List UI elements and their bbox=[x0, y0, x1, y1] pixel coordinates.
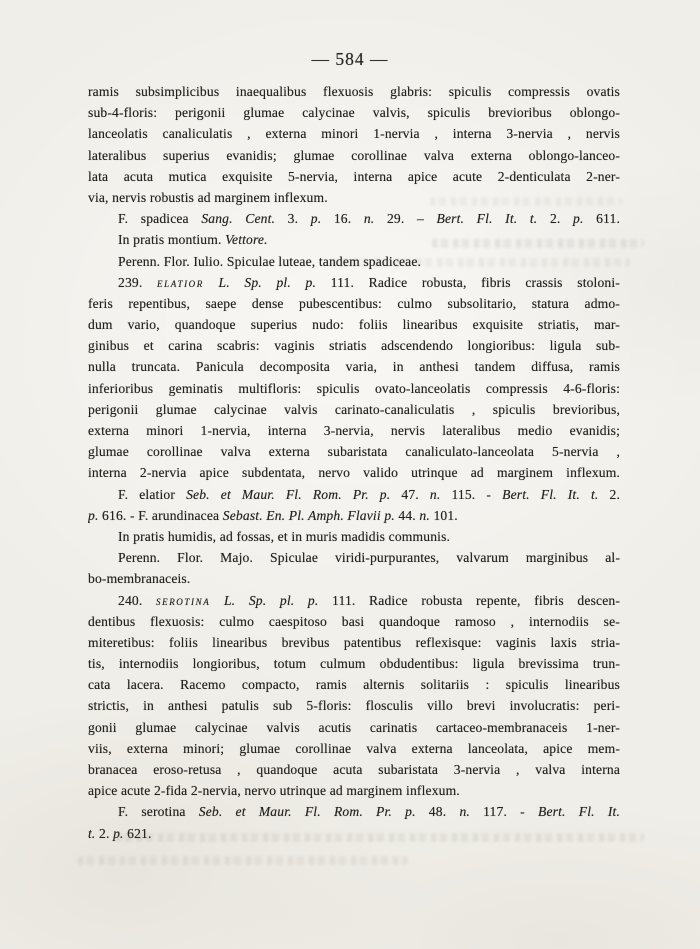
text-line bbox=[88, 102, 620, 123]
text-segment bbox=[210, 593, 224, 608]
text-segment: p. bbox=[573, 211, 584, 227]
text-line bbox=[88, 356, 620, 377]
text-line bbox=[88, 420, 620, 441]
page-number: — 584 — bbox=[311, 49, 389, 69]
text-segment: cata lacera. Racemo compacto, ramis alternis solitariis : spiculis linearibus bbox=[88, 677, 620, 693]
text-segment: n. bbox=[363, 211, 375, 227]
text-line bbox=[88, 674, 620, 695]
text-segment: Sebast. En. Pl. Amph. Flavii p. bbox=[222, 507, 395, 523]
text-segment: lateralibus superius evanidis; glumae corollinae valva externa oblongo-lanceo- bbox=[88, 147, 620, 163]
text-line bbox=[88, 314, 620, 335]
text-segment: 616. - F. arundinacea bbox=[98, 507, 223, 523]
text-line bbox=[88, 547, 620, 568]
text-segment: 2. bbox=[537, 211, 574, 227]
text-segment: elatior bbox=[157, 274, 204, 290]
text-segment: 621. bbox=[123, 825, 152, 841]
text-segment: n. bbox=[419, 507, 430, 523]
text-segment: Bert. Fl. It. bbox=[538, 804, 620, 820]
text-segment: In pratis montium. bbox=[118, 232, 226, 248]
text-segment: dum vario, quandoque superius nudo: foliis linearibus exquisite striatis, mar- bbox=[88, 317, 620, 333]
text-line bbox=[88, 568, 620, 589]
text-segment: 239. bbox=[118, 274, 158, 290]
text-line bbox=[88, 123, 620, 144]
text-line bbox=[88, 441, 620, 462]
text-segment: Bert. Fl. It. t. bbox=[436, 211, 538, 227]
text-segment: glumae corollinae valva externa subaristata canaliculato-lanceolata 5-nervia , bbox=[88, 444, 620, 460]
show-through-text bbox=[430, 197, 622, 206]
text-segment: feris repentibus, saepe dense pubescentibus: culmo subsolitario, statura admo- bbox=[88, 295, 620, 311]
text-segment: inferioribus geminatis multifloris: spiculis ovato-lanceolatis compressis 4-6-floris: bbox=[88, 380, 620, 396]
text-segment: 2. bbox=[598, 486, 620, 502]
text-segment: t. bbox=[88, 825, 96, 841]
text-segment: F. serotina bbox=[118, 804, 199, 820]
text-segment: L. Sp. pl. p. bbox=[223, 592, 319, 608]
text-segment: p. bbox=[310, 211, 322, 227]
show-through-text bbox=[332, 258, 630, 267]
text-line bbox=[88, 462, 620, 483]
text-segment: sub-4-floris: perigonii glumae calycinae valvis, spiculis brevioribus oblongo- bbox=[88, 105, 620, 121]
text-segment: Seb. et Maur. Fl. Rom. Pr. p. bbox=[198, 804, 416, 820]
text-line bbox=[88, 81, 620, 102]
text-segment: miteretibus: foliis linearibus brevibus patentibus reflexisque: vaginis laxis stria- bbox=[88, 634, 620, 650]
text-line bbox=[88, 378, 620, 399]
text-segment: F. spadicea bbox=[118, 211, 202, 227]
text-segment: perigonii glumae calycinae valvis carinato-canaliculatis , spiculis brevioribus, bbox=[88, 401, 620, 417]
text-line bbox=[88, 399, 620, 420]
text-segment: branacea eroso-retusa , quandoque acuta subaristata 3-nervia , valva interna bbox=[88, 762, 620, 777]
text-segment: 115. - bbox=[440, 486, 503, 502]
show-through-text bbox=[116, 833, 644, 842]
text-segment: 44. bbox=[394, 507, 420, 523]
text-segment: apice acute 2-fida 2-nervia, nervo utrinque ad marginem inflexum. bbox=[88, 783, 460, 799]
text-line bbox=[88, 484, 620, 505]
text-segment: Perenn. Flor. Majo. Spiculae viridi-purpurantes, valvarum marginibus al- bbox=[118, 550, 620, 566]
text-segment: lata acuta mutica exquisite 5-nervia, interna apice acute 2-denticulata 2-ner- bbox=[88, 168, 620, 184]
text-segment: viis, externa minori; glumae corollinae valva externa lanceolata, apice mem- bbox=[88, 740, 620, 756]
text-segment: Perenn. Flor. Iulio. Spiculae luteae, tandem spadiceae. bbox=[118, 253, 422, 269]
show-through-text bbox=[78, 856, 408, 865]
text-line bbox=[88, 695, 620, 716]
text-segment: 117. - bbox=[469, 804, 539, 820]
text-line bbox=[88, 505, 620, 526]
text-segment: n. bbox=[429, 486, 441, 502]
text-segment: 3. bbox=[275, 211, 311, 227]
text-segment: bo-membranaceis. bbox=[88, 571, 191, 587]
text-line bbox=[88, 759, 620, 780]
text-segment: 16. bbox=[321, 211, 364, 227]
text-segment: ginibus et carina scabris: vaginis striatis adscendendo longioribus: ligula sub- bbox=[88, 338, 620, 354]
text-segment: ramis subsimplicibus inaequalibus flexuosis glabris: spiculis compressis ovatis bbox=[88, 84, 620, 99]
text-segment: 611. bbox=[583, 211, 620, 227]
text-segment: lanceolatis canaliculatis , externa minori 1-nervia , interna 3-nervia , nervis bbox=[88, 126, 620, 142]
text-segment: In pratis humidis, ad fossas, et in muris madidis communis. bbox=[118, 528, 451, 544]
text-segment: gonii glumae calycinae valvis acutis carinatis cartaceo-membranaceis 1-ner- bbox=[88, 719, 620, 735]
text-segment: Vettore. bbox=[225, 232, 268, 248]
text-line bbox=[88, 717, 620, 738]
text-segment: L. Sp. pl. p. bbox=[218, 274, 316, 290]
text-line bbox=[88, 208, 620, 229]
text-line bbox=[88, 526, 620, 547]
text-segment: 29. – bbox=[374, 211, 437, 227]
text-line bbox=[88, 272, 620, 293]
text-segment: interna 2-nervia apice subdentata, nervo valido utrinque ad marginem inflexum. bbox=[88, 465, 620, 481]
text-segment: n. bbox=[459, 804, 470, 820]
page-text bbox=[88, 81, 620, 844]
text-line bbox=[88, 780, 620, 801]
text-segment: 111. Radice robusta repente, fibris descen- bbox=[318, 592, 620, 608]
text-segment: nulla truncata. Panicula decomposita varia, in anthesi tandem diffusa, ramis bbox=[88, 359, 620, 375]
text-line bbox=[88, 611, 620, 632]
text-line bbox=[88, 590, 620, 611]
text-segment: p. bbox=[113, 825, 124, 841]
text-line bbox=[88, 335, 620, 356]
text-segment: tis, internodiis longioribus, totum culmum obdudentibus: ligula brevissima trun- bbox=[88, 656, 620, 672]
show-through-text bbox=[432, 239, 644, 248]
text-segment: Seb. et Maur. Fl. Rom. Pr. p. bbox=[186, 486, 391, 502]
text-segment: 47. bbox=[390, 486, 430, 502]
text-segment: 111. Radice robusta, fibris crassis stoloni- bbox=[316, 274, 620, 290]
text-segment bbox=[204, 275, 219, 290]
text-segment: 101. bbox=[429, 507, 458, 523]
text-line bbox=[88, 632, 620, 653]
text-line bbox=[88, 653, 620, 674]
text-segment: 48. bbox=[415, 804, 460, 820]
text-segment: 240. bbox=[118, 592, 157, 608]
text-segment: strictis, in anthesi patulis sub 5-floris: flosculis villo brevi involucratis: peri- bbox=[88, 698, 620, 714]
text-line bbox=[88, 801, 620, 822]
text-line bbox=[88, 166, 620, 187]
text-segment: Bert. Fl. It. t. bbox=[502, 486, 599, 502]
text-line bbox=[88, 293, 620, 314]
text-line bbox=[88, 738, 620, 759]
text-segment: via, nervis robustis ad marginem inflexum. bbox=[88, 189, 328, 205]
text-segment: externa minori 1-nervia, interna 3-nervia, nervis lateralibus medio evanidis; bbox=[88, 423, 620, 438]
text-segment: Sang. Cent. bbox=[201, 211, 276, 227]
text-segment: F. elatior bbox=[118, 486, 187, 502]
text-segment: dentibus flexuosis: culmo caespitoso basi quandoque ramoso , internodiis se- bbox=[88, 613, 620, 629]
text-segment: p. bbox=[88, 507, 99, 523]
text-segment: 2. bbox=[95, 825, 114, 841]
text-line bbox=[88, 145, 620, 166]
text-segment: serotina bbox=[156, 592, 211, 608]
